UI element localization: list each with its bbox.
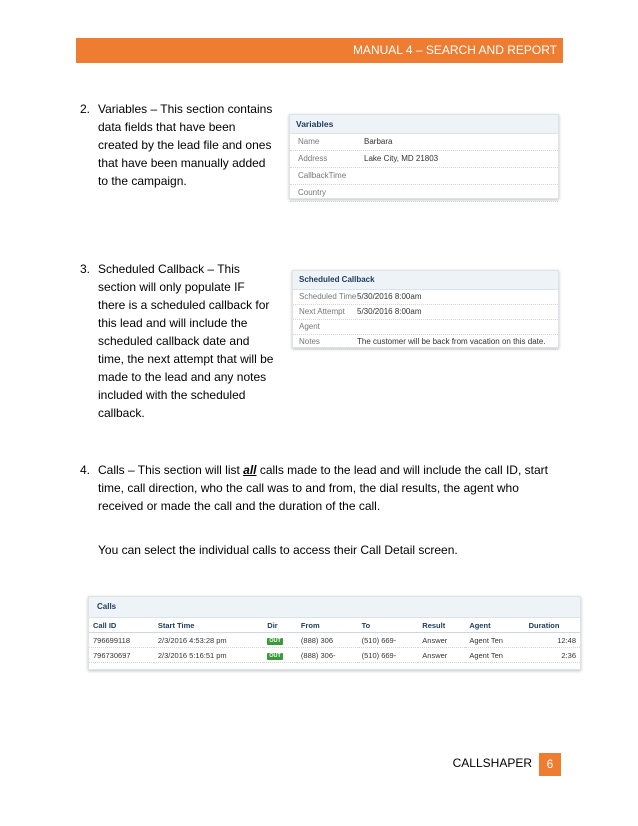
variable-key: Name [298, 137, 320, 146]
variables-panel [289, 114, 559, 199]
list-item-variables [80, 100, 275, 190]
variables-title: Variables [290, 115, 558, 134]
dir-cell [263, 648, 297, 663]
callback-row [293, 305, 558, 320]
direction-badge: OUT [269, 638, 281, 644]
document-header [76, 38, 563, 63]
list-item-scheduled-callback [80, 260, 275, 422]
direction-badge: OUT [269, 653, 281, 659]
calls-header-row [89, 618, 580, 633]
scheduled-callback-title: Scheduled Callback [293, 271, 558, 290]
variable-row [290, 151, 558, 168]
duration-cell: 12:48 [525, 633, 580, 648]
item-number: 4. [80, 463, 91, 477]
item-text-emphasis: all [243, 463, 257, 477]
item-number: 3. [80, 262, 91, 276]
column-header-call-id[interactable]: Call ID [89, 618, 154, 633]
callback-row [293, 290, 558, 305]
variable-key: Address [298, 154, 328, 163]
item-text-end: calls made to the lead and will include the call ID, start time, call direction, who the call was to and from, the dial results, the agent who received or made the call and the duration of the call. [98, 463, 548, 513]
to-cell: (510) 669- [358, 648, 419, 663]
scheduled-callback-panel [292, 270, 559, 348]
agent-cell: Agent Ten [465, 648, 524, 663]
header-title: MANUAL 4 – SEARCH AND REPORT [352, 43, 557, 57]
callback-key: Notes [299, 337, 320, 346]
item-text-start: Calls – This section will list [98, 463, 244, 477]
agent-cell: Agent Ten [465, 633, 524, 648]
callback-key: Agent [299, 322, 320, 331]
variable-key: Country [298, 188, 327, 197]
column-header-result[interactable]: Result [418, 618, 465, 633]
variable-value: Barbara [364, 137, 393, 146]
from-cell: (888) 306- [297, 648, 358, 663]
item-number: 2. [80, 102, 91, 116]
variable-row [290, 134, 558, 151]
page-number: 6 [539, 753, 561, 776]
to-cell: (510) 669- [358, 633, 419, 648]
table-row[interactable] [89, 633, 580, 648]
column-header-dir[interactable]: Dir [263, 618, 297, 633]
column-header-start-time[interactable]: Start Time [154, 618, 263, 633]
variable-row [290, 185, 558, 202]
duration-cell: 2:36 [525, 648, 580, 663]
call-id-cell: 796699118 [89, 633, 154, 648]
variable-value: Lake City, MD 21803 [364, 154, 439, 163]
start-time-cell: 2/3/2016 4:53:28 pm [154, 633, 263, 648]
callback-row [293, 335, 558, 350]
calls-panel [88, 596, 581, 670]
column-header-from[interactable]: From [297, 618, 358, 633]
callback-value: 5/30/2016 8:00am [357, 307, 422, 316]
column-header-to[interactable]: To [358, 618, 419, 633]
item-text: Scheduled Callback – This section will only populate IF there is a scheduled callback for this lead and will include the scheduled callback date and time, the next attempt that will be made to the lead and any notes included with the scheduled callback. [98, 262, 274, 420]
footer-brand: CALLSHAPER [452, 756, 532, 770]
calls-note: You can select the individual calls to access their Call Detail screen. [98, 543, 458, 557]
call-id-cell: 796730697 [89, 648, 154, 663]
item-text: Variables – This section contains data fields that have been created by the lead file and ones that have been manually added to the campaign. [98, 102, 273, 188]
callback-key: Scheduled Time [299, 292, 357, 301]
callback-row [293, 320, 558, 335]
from-cell: (888) 306 [297, 633, 358, 648]
callback-value: 5/30/2016 8:00am [357, 292, 422, 301]
result-cell: Answer [418, 648, 465, 663]
column-header-agent[interactable]: Agent [465, 618, 524, 633]
list-item-calls [80, 461, 560, 515]
callback-value: The customer will be back from vacation on this date. [357, 337, 546, 346]
variable-key: CallbackTime [298, 171, 347, 180]
callback-key: Next Attempt [299, 307, 345, 316]
item-text [98, 461, 560, 515]
table-row[interactable] [89, 648, 580, 663]
variable-row [290, 168, 558, 185]
calls-title: Calls [89, 597, 580, 618]
column-header-duration[interactable]: Duration [525, 618, 580, 633]
result-cell: Answer [418, 633, 465, 648]
start-time-cell: 2/3/2016 5:16:51 pm [154, 648, 263, 663]
calls-table [89, 618, 580, 663]
dir-cell [263, 633, 297, 648]
